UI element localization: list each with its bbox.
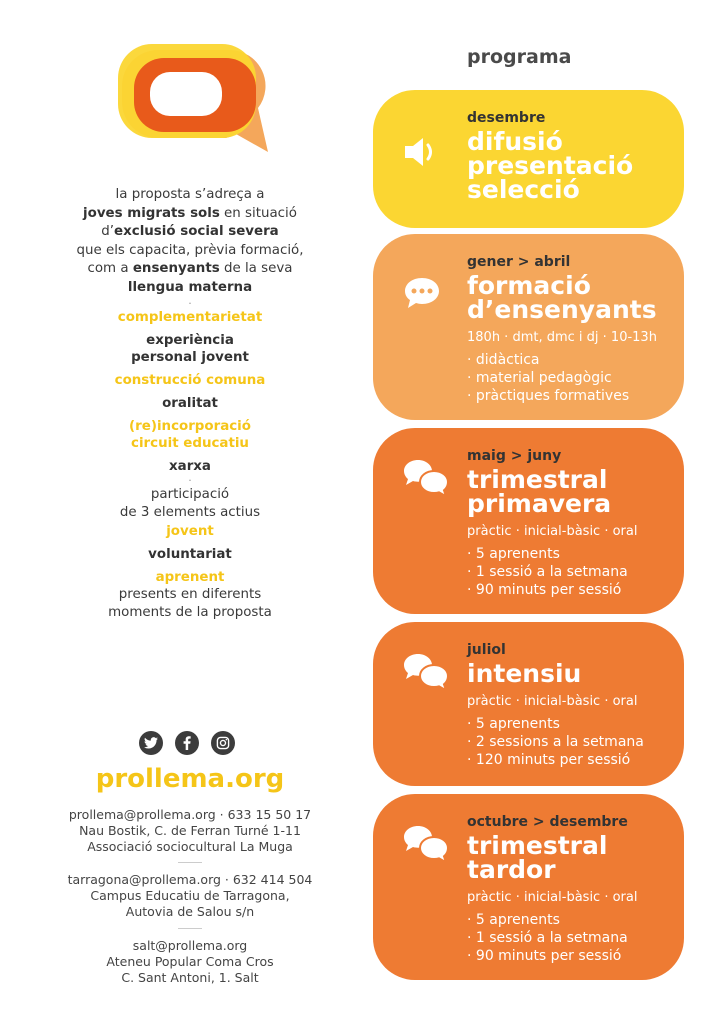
outro-line: moments de la proposta	[108, 605, 272, 621]
keyword: experiència personal jovent	[131, 332, 249, 365]
intro-line: com a	[87, 261, 133, 277]
contact-line: Nau Bostik, C. de Ferran Turné 1-11	[79, 823, 301, 838]
keyword: construcció comuna	[114, 372, 266, 388]
intro-highlight: llengua materna	[127, 279, 253, 295]
social-links	[139, 731, 235, 755]
program-card	[373, 428, 684, 614]
contact-line: Ateneu Popular Coma Cros	[106, 954, 274, 969]
card-bullets	[467, 715, 668, 769]
elements-list	[60, 523, 320, 586]
bullet-item: · 120 minuts per sessió	[467, 751, 668, 769]
keyword: (re)incorporació circuit educatiu	[129, 418, 251, 451]
card-period: octubre > desembre	[467, 814, 628, 830]
chat-bubbles-icon	[403, 458, 449, 500]
card-heading: trimestral primavera	[467, 465, 612, 518]
brand-name[interactable]: prollema.org	[95, 764, 285, 794]
bullet-item: · 90 minuts per sessió	[467, 581, 668, 599]
chat-bubbles-icon	[403, 652, 449, 694]
contact-block	[50, 938, 330, 986]
prollema-logo	[118, 44, 270, 164]
keyword: jovent	[166, 523, 214, 539]
chat-bubbles-icon	[403, 824, 449, 866]
intro-highlight: ensenyants	[132, 261, 220, 277]
keyword: oralitat	[162, 395, 218, 411]
contact-line[interactable]: prollema@prollema.org · 633 15 50 17	[68, 807, 312, 822]
card-meta: 180h · dmt, dmc i dj · 10-13h	[467, 330, 657, 345]
intro-line: que els capacita, prèvia formació,	[76, 242, 304, 258]
intro-block	[60, 186, 320, 623]
keyword: complementarietat	[117, 309, 263, 325]
keywords-list	[60, 309, 320, 475]
bullet-item: · 1 sessió a la setmana	[467, 563, 668, 581]
contact-line[interactable]: tarragona@prollema.org · 632 414 504	[67, 872, 313, 887]
contact-block	[50, 807, 330, 855]
contact-line: Associació sociocultural La Muga	[87, 839, 293, 854]
card-body	[467, 234, 668, 405]
program-card	[373, 90, 684, 228]
intro-line: d’	[101, 224, 115, 240]
card-heading: formació d’ensenyants	[467, 271, 657, 324]
intro-line: la proposta s’adreça a	[115, 187, 265, 202]
card-period: gener > abril	[467, 254, 571, 270]
facebook-icon[interactable]	[175, 731, 199, 755]
participation-line: participació	[150, 486, 230, 502]
speaker-icon	[403, 136, 439, 172]
contact-block	[50, 872, 330, 920]
contact-line: Autovia de Salou s/n	[125, 904, 255, 919]
card-meta: pràctic · inicial-bàsic · oral	[467, 524, 638, 539]
twitter-icon[interactable]	[139, 731, 163, 755]
outro-line: presents en diferents	[118, 586, 262, 602]
dot-separator: ·	[188, 473, 192, 487]
bullet-item: · 5 aprenents	[467, 545, 668, 563]
contact-line[interactable]: salt@prollema.org	[132, 938, 248, 953]
bullet-item: · material pedagògic	[467, 369, 668, 387]
card-meta: pràctic · inicial-bàsic · oral	[467, 694, 638, 709]
card-body	[467, 428, 668, 599]
dot-separator: ·	[188, 296, 192, 310]
card-period: maig > juny	[467, 448, 562, 464]
card-body	[467, 622, 668, 769]
divider	[178, 862, 202, 863]
bullet-item: · 5 aprenents	[467, 911, 668, 929]
program-card	[373, 794, 684, 980]
card-meta: pràctic · inicial-bàsic · oral	[467, 890, 638, 905]
chat-bubble-icon	[403, 276, 441, 314]
card-bullets	[467, 351, 668, 405]
bullet-item: · 2 sessions a la setmana	[467, 733, 668, 751]
instagram-icon[interactable]	[211, 731, 235, 755]
keyword: aprenent	[155, 569, 225, 585]
intro-highlight: exclusió social severa	[114, 224, 279, 240]
bullet-item: · 1 sessió a la setmana	[467, 929, 668, 947]
card-heading: intensiu	[467, 659, 582, 688]
divider	[178, 928, 202, 929]
contact-line: Campus Educatiu de Tarragona,	[90, 888, 290, 903]
card-period: juliol	[467, 642, 506, 658]
intro-highlight: joves migrats sols	[83, 205, 220, 221]
intro-line: de la seva	[219, 261, 293, 277]
keyword: xarxa	[169, 458, 211, 474]
program-card	[373, 622, 684, 786]
card-heading: difusió presentació selecció	[467, 127, 634, 204]
contact-line: C. Sant Antoni, 1. Salt	[121, 970, 259, 985]
bullet-item: · pràctiques formatives	[467, 387, 668, 405]
bullet-item: · 90 minuts per sessió	[467, 947, 668, 965]
card-period: desembre	[467, 110, 546, 126]
program-card	[373, 234, 684, 420]
card-body	[467, 90, 668, 202]
program-title: programa	[467, 46, 572, 68]
bullet-item: · didàctica	[467, 351, 668, 369]
card-bullets	[467, 911, 668, 965]
intro-line: en situació	[219, 205, 297, 221]
card-heading: trimestral tardor	[467, 831, 608, 884]
card-body	[467, 794, 668, 965]
bullet-item: · 5 aprenents	[467, 715, 668, 733]
card-bullets	[467, 545, 668, 599]
keyword: voluntariat	[148, 546, 232, 562]
participation-line: de 3 elements actius	[119, 505, 261, 521]
